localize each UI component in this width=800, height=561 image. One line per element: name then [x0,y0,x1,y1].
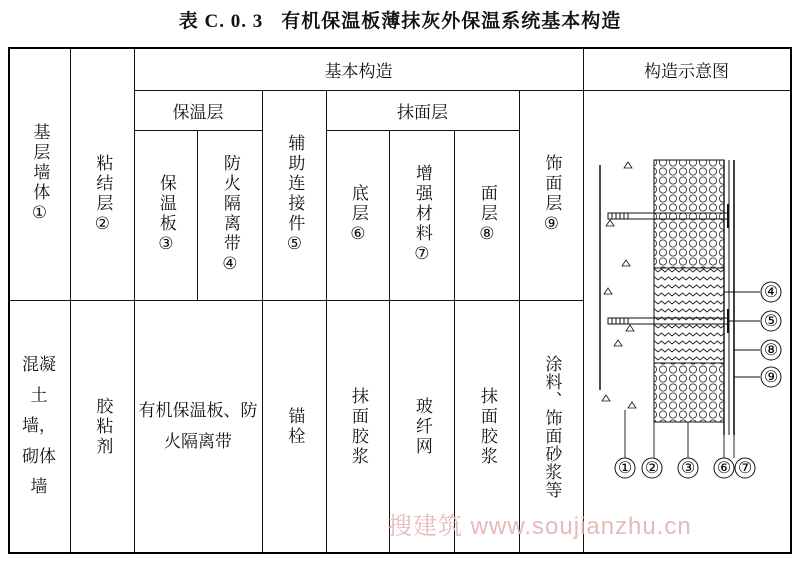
header-diagram: 构造示意图 [644,61,729,82]
cell-insulation: 有机保温板、防火隔离带 [138,400,258,452]
label-9: ⑨ [763,367,779,386]
header-finish-layer: 饰面层⑨ [541,153,562,237]
divider [583,48,584,553]
table-title-text: 有机保温板薄抹灰外保温系统基本构造 [281,10,622,32]
cell-surface-coat: 抹面胶浆 [476,386,497,467]
label-6: ⑥ [716,458,732,477]
label-7: ⑦ [737,458,753,477]
header-base-wall: 基层墙体① [29,122,50,226]
watermark: 搜建筑 www.soujianzhu.cn [388,513,692,540]
header-insulation-layer: 保温层 [172,102,224,123]
concrete-marks [602,162,636,408]
header-adhesive-layer: 粘结层② [92,153,113,237]
header-insulation-board: 保温板③ [155,173,176,257]
header-fire-belt: 防火隔离带④ [219,153,240,277]
label-5: ⑤ [763,311,779,330]
header-connector: 辅助连接件⑤ [284,133,305,257]
header-reinforcement: 增强材料⑦ [411,163,432,267]
label-4: ④ [763,282,779,301]
label-3: ③ [680,458,696,477]
label-8: ⑧ [763,340,779,359]
header-basic-structure: 基本构造 [324,61,393,82]
header-plaster-layer: 抹面层 [397,102,448,123]
cell-finish: 涂料、饰面砂浆等 [541,354,562,499]
cell-connector: 锚栓 [284,406,305,447]
header-base-coat: 底层⑥ [347,183,368,247]
label-1: ① [617,458,633,477]
cell-base-coat: 抹面胶浆 [347,386,368,467]
cell-adhesive: 胶粘剂 [92,396,113,457]
label-2: ② [644,458,660,477]
construction-diagram [588,140,793,500]
header-surface-coat: 面层⑧ [476,183,497,247]
cell-reinforcement: 玻纤网 [411,396,432,457]
cell-base-wall: 混凝土墙，砌体墙 [22,355,56,498]
table-code: 表 C. 0. 3 [178,11,264,32]
fire-belt-rect [654,268,724,363]
